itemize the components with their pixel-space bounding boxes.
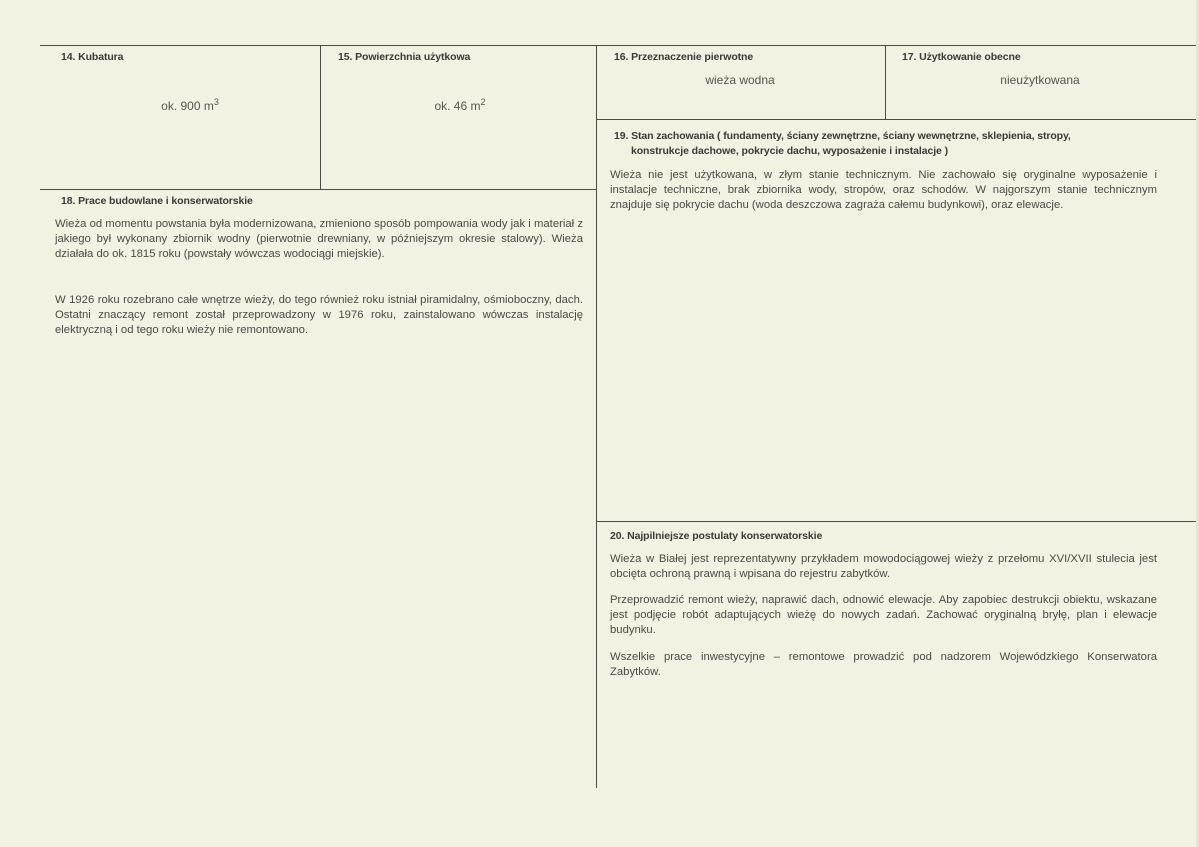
field-18-paragraph-2: W 1926 roku rozebrano całe wnętrze wieży, do tego również roku istniał piramidalny, ośmioboczny, dach. Ostatni znaczący remont został przeprowadzony w 1976 roku, zainstalowano wówczas instalację elektryczną i od tego roku wieży nie remontowano. — [55, 294, 583, 337]
field-19-label-line2: konstrukcje dachowe, pokrycie dachu, wyposażenie i instalacje ) — [631, 145, 948, 157]
field-18-paragraph-1: Wieża od momentu powstania była modernizowana, zmieniono sposób pompowania wody jak i materiał z jakiego był wykonany zbiornik wodny (pierwotnie drewniany, w późniejszym okresie stalowy). Wieża działała do ok. 1815 roku (powstały wówczas wodociągi miejskie). — [55, 218, 583, 261]
divider-center — [596, 45, 597, 788]
top-border-line — [40, 45, 1198, 46]
field-17-label: 17. Użytkowanie obecne — [902, 51, 1021, 63]
field-20-label: 20. Najpilniejsze postulaty konserwatorskie — [610, 530, 823, 542]
line-above-18 — [40, 189, 596, 190]
field-17-value: nieużytkowana — [1000, 73, 1080, 87]
field-15-label: 15. Powierzchnia użytkowa — [338, 51, 471, 63]
field-20-paragraph-1: Wieża w Białej jest reprezentatywny przykładem mowodociągowej wieży z przełomu XVI/XVII stulecia jest obcięta ochroną prawną i wpisana do rejestru zabytków. — [610, 553, 1157, 581]
field-16-label: 16. Przeznaczenie pierwotne — [614, 51, 754, 63]
field-14-value: ok. 900 $m^3$ — [161, 97, 219, 113]
field-16-value: wieża wodna — [705, 73, 775, 87]
field-20-paragraph-3: Wszelkie prace inwestycyjne – remontowe prowadzić pod nadzorem Wojewódzkiego Konserwatora Zabytków. — [610, 651, 1157, 679]
field-14-label: 14. Kubatura — [61, 51, 124, 63]
field-19-paragraph-1: Wieża nie jest użytkowana, w złym stanie technicznym. Nie zachowało się oryginalne wyposażenie i instalacje techniczne, brak zbiornika wody, stropów, oraz schodów. W najgorszym stanie technicznym znajduje się pokrycie dachu (woda deszczowa zagraża całemu budynkowi), oraz elewacje. — [610, 169, 1157, 212]
field-18-label: 18. Prace budowlane i konserwatorskie — [61, 195, 253, 207]
line-under-16-17 — [596, 119, 1198, 120]
divider-16-17 — [885, 45, 886, 119]
divider-14-15 — [320, 45, 321, 189]
field-15-value: ok. 46 $m^2$ — [434, 97, 486, 113]
line-above-20 — [596, 521, 1198, 522]
field-20-paragraph-2: Przeprowadzić remont wieży, naprawić dach, odnowić elewacje. Aby zapobiec destrukcji obiektu, wskazane jest podjęcie robót adaptujących wieżę do nowych zadań. Zachować oryginalną bryłę, plan i elewacje budynku. — [610, 594, 1157, 637]
field-19-label-line1: 19. Stan zachowania ( fundamenty, ściany zewnętrzne, ściany wewnętrzne, sklepienia, stropy, — [614, 130, 1071, 142]
